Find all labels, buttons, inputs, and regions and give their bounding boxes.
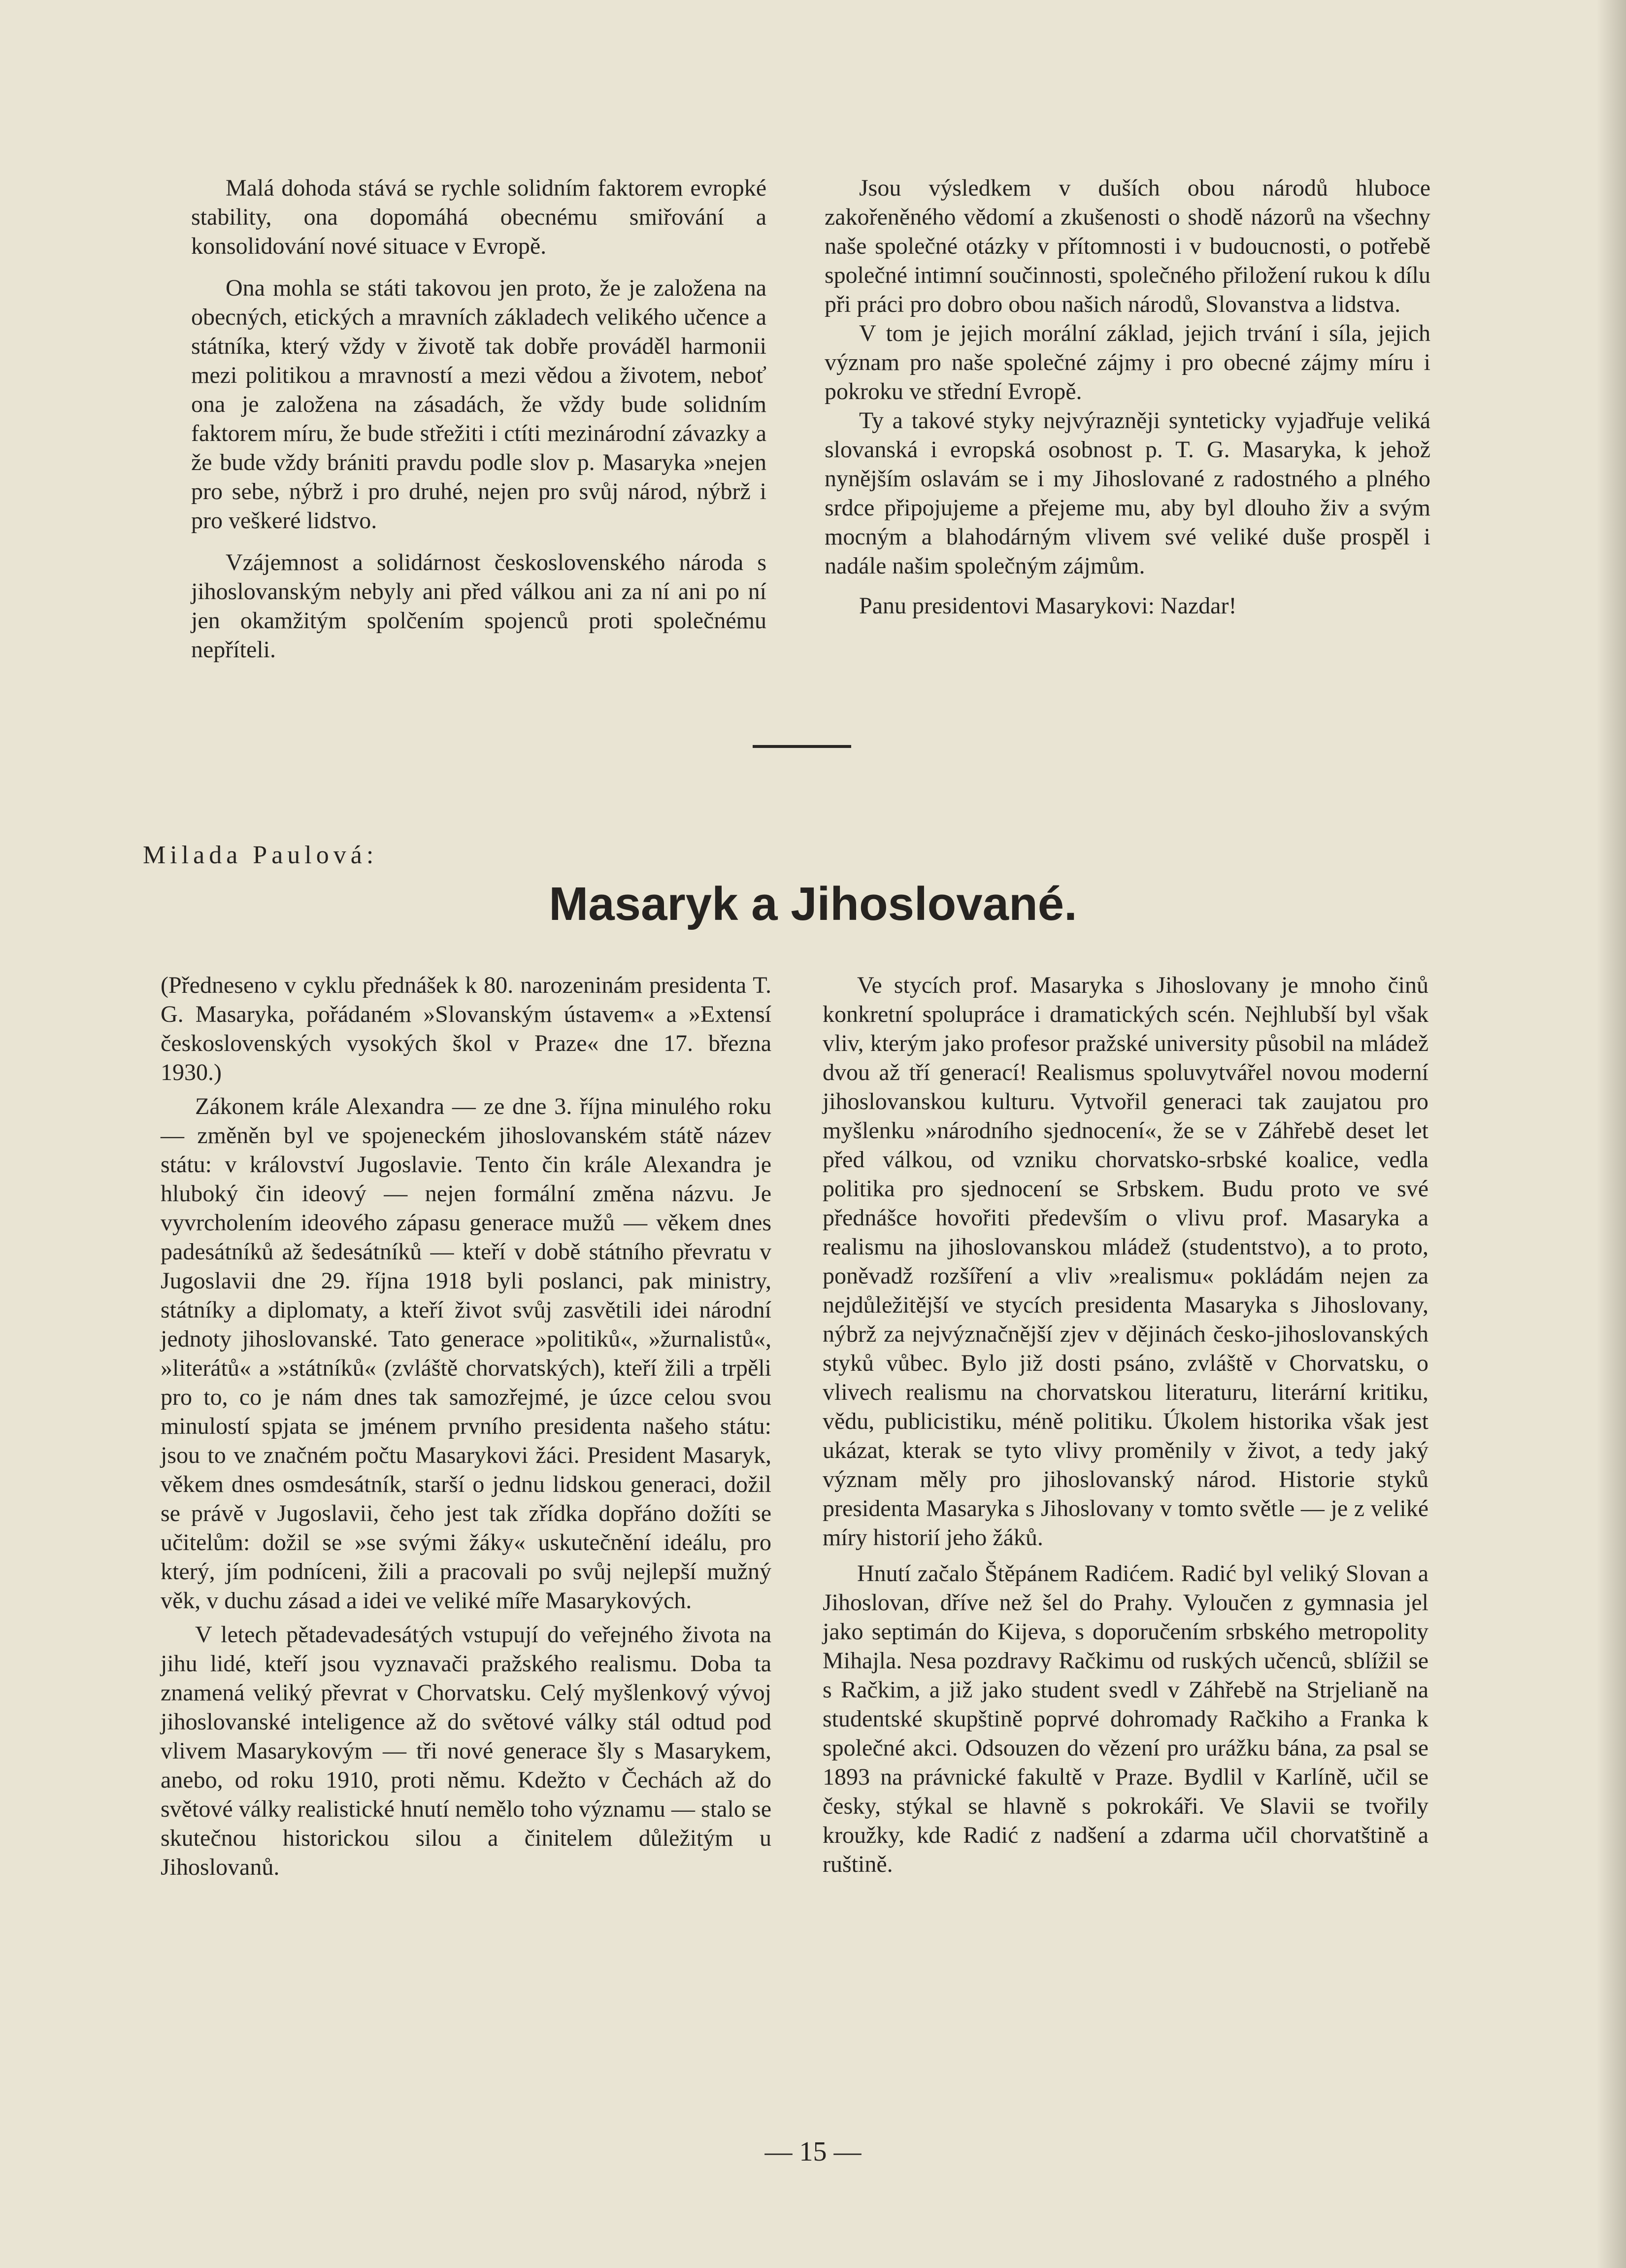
bottom-left-column (161, 971, 771, 1882)
paragraph: V tom je jejich morální základ, jejich trvání i síla, jejich význam pro naše společné zájmy i pro obecné zájmy míru i pokroku ve střední Evropě. (825, 320, 1430, 405)
paragraph: Ona mohla se státi takovou jen proto, že je založena na obecných, etických a mravních základech velikého učence a státníka, který vždy v životě tak dobře prováděl harmonii mezi politikou a mravností a mezi vědou a životem, neboť ona je založena na zásadách, že vždy bude solidním faktorem míru, že bude střežiti i ctíti mezinárodní závazky a že bude vždy brániti pravdu podle slov p. Masaryka »nejen pro sebe, nýbrž i pro druhé, nejen pro svůj národ, nýbrž i pro veškeré lidstvo. (191, 275, 766, 534)
paragraph: V letech pětadevadesátých vstupují do veřejného života na jihu lidé, kteří jsou vyznavači pražského realismu. Doba ta znamená veliký převrat v Chorvatsku. Celý myšlenkový vývoj jihoslovanské inteligence až do světové války stál odtud pod vlivem Masarykovým — tři nové generace šly s Masarykem, anebo, od roku 1910, proti němu. Kdežto v Čechách až do světové války realistické hnutí nemělo toho významu — stalo se skutečnou historickou silou a činitelem důležitým u Jihoslovanů. (161, 1622, 771, 1880)
page-number: — 15 — (764, 2136, 862, 2167)
paragraph: Ty a takové styky nejvýrazněji synteticky vyjadřuje veliká slovanská i evropská osobnost p. T. G. Masaryka, k jehož nynějším oslavám se i my Jihoslované z radostného a plného srdce připojujeme a přejeme mu, aby byl dlouho živ a svým mocným a blahodárným vlivem své veliké duše prospěl i nadále našim společným zájmům. (825, 407, 1430, 579)
paragraph: Vzájemnost a solidárnost československého národa s jihoslovanským nebyly ani před válkou ani za ní ani po ní jen okamžitým spolčením spojenců proti společnému nepříteli. (191, 549, 766, 663)
section-divider (753, 745, 851, 748)
paragraph: (Předneseno v cyklu přednášek k 80. narozeninám presidenta T. G. Masaryka, pořádaném »Slovanským ústavem« a »Extensí československých vysokých škol v Praze« dne 17. března 1930.) (161, 972, 771, 1085)
top-left-column (191, 173, 766, 664)
paragraph: Zákonem krále Alexandra — ze dne 3. října minulého roku — změněn byl ve spojeneckém jihoslovanském státě název státu: v království Jugoslavie. Tento čin krále Alexandra je hluboký čin ideový — nejen formální změna názvu. Je vyvrcholením ideového zápasu generace mužů — věkem dnes padesátníků až šedesátníků — kteří v době státního převratu v Jugoslavii dne 29. října 1918 byli poslanci, pak ministry, státníky a diplomaty, a kteří život svůj zasvětili idei národní jednoty jihoslovanské. Tato generace »politiků«, »žurnalistů«, »literátů« a »státníků« (zvláště chorvatských), kteří žili a trpěli pro to, co je nám dnes tak samozřejmé, je úzce celou svou minulostí spjata se jménem prvního presidenta našeho státu: jsou to ve značném počtu Masarykovi žáci. President Masaryk, věkem dnes osmdesátník, starší o jednu lidskou generaci, dožil se právě v Jugoslavii, čeho jest tak zřídka dopřáno dožíti se učitelům: dožil se »se svými žáky« uskutečnění ideálu, pro který, jím podníceni, žili a pracovali po svůj nejlepší mužný věk, v duchu zásad a idei ve veliké míře Masarykových. (161, 1093, 771, 1614)
paragraph: Jsou výsledkem v duších obou národů hluboce zakořeněného vědomí a zkušenosti o shodě názorů na všechny naše společné otázky v přítomnosti i v budoucnosti, o potřebě společné intimní součinnosti, společného přiložení rukou k dílu při práci pro dobro obou našich národů, Slovanstva a lidstva. (825, 175, 1430, 317)
paragraph: Panu presidentovi Masarykovi: Nazdar! (859, 593, 1237, 619)
bottom-right-column (823, 971, 1428, 1879)
page-edge-shadow (1596, 0, 1626, 2268)
top-right-column (825, 173, 1430, 620)
paragraph: Hnutí začalo Štěpánem Radićem. Radić byl veliký Slovan a Jihoslovan, dříve než šel do Prahy. Vyloučen z gymnasia jel jako septimán do Kijeva, s doporučením srbského metropolity Mihajla. Nesa pozdravy Račkimu od ruských učenců, sblížil se s Račkim, a již jako student svedl v Záhřebě na Strjelianě na studentské skupštině poprvé dohromady Račkiho a Franka k společné akci. Odsouzen do vězení pro urážku bána, za psal se 1893 na právnické fakultě v Praze. Bydlil v Karlíně, učil se česky, stýkal se hlavně s pokrokáři. Ve Slavii se tvořily kroužky, kde Radić z nadšení a zdarma učil chorvatštině a ruštině. (823, 1560, 1428, 1877)
article-author: Milada Paulová: (143, 841, 378, 869)
paragraph: Malá dohoda stává se rychle solidním faktorem evropké stability, ona dopomáhá obecnému smiřování a konsolidování nové situace v Evropě. (191, 175, 766, 259)
article-title: Masaryk a Jihoslované. (549, 878, 1077, 930)
paragraph: Ve stycích prof. Masaryka s Jihoslovany je mnoho činů konkretní spolupráce i dramatických scén. Nejhlubší byl však vliv, kterým jako profesor pražské university působil na mládež dvou až tří generací! Realismus spoluvytvářel novou moderní jihoslovanskou kulturu. Vytvořil generaci tak zaujatou pro myšlenku »národního sjednocení«, že se v Záhřebě deset let před válkou, od vzniku chorvatsko-srbské koalice, vedla politika pro sjednocení se Srbskem. Budu proto ve své přednášce hovořiti především o vlivu prof. Masaryka a realismu na jihoslovanskou mládež (studentstvo), a to proto, poněvadž rozšíření a vliv »realismu« pokládám nejen za nejdůležitější ve stycích presidenta Masaryka s Jihoslovany, nýbrž za nejvýznačnější zjev v dějinách česko-jihoslovanských styků vůbec. Bylo již dosti psáno, zvláště v Chorvatsku, o vlivech realismu na chorvatskou literaturu, literární kritiku, vědu, publicistiku, méně politiku. Úkolem historika však jest ukázat, kterak se tyto vlivy proměnily v život, a tedy jaký význam měly pro jihoslovanský národ. Historie styků presidenta Masaryka s Jihoslovany v tomto světle — je z veliké míry historií jeho žáků. (823, 972, 1428, 1551)
